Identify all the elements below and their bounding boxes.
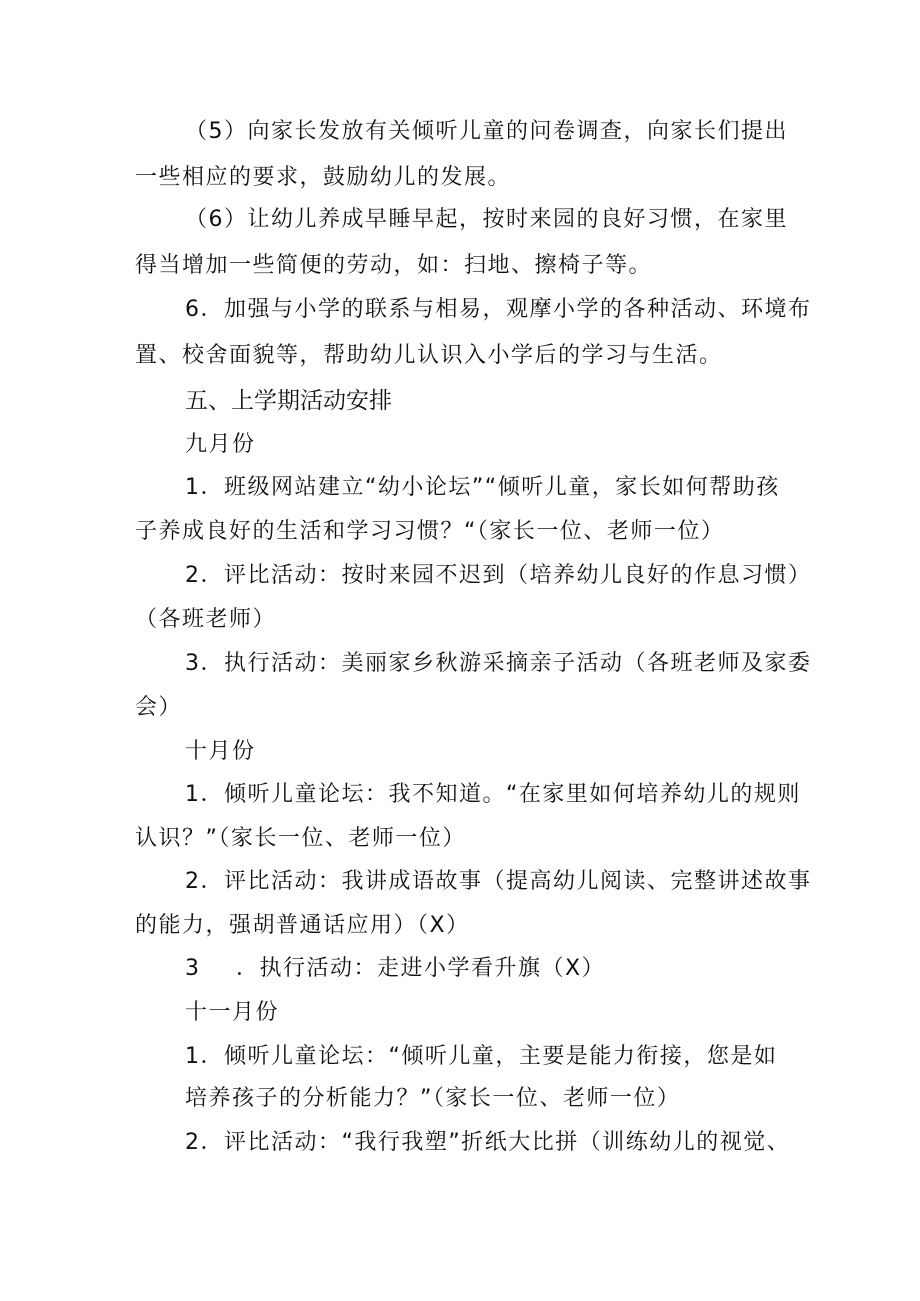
sep-item-1-line-2: 子养成良好的生活和学习习惯？“（家长一位、老师一位） xyxy=(135,519,725,544)
nov-item-2-line-1: 2．评比活动：“我行我塑”折纸大比拼（训练幼儿的视觉、 xyxy=(185,1130,791,1155)
section-heading: 五、上学期活动安排 xyxy=(185,388,392,414)
sep-item-1-line-1: 1．班级网站建立“幼小论坛”“倾听儿童，家长如何帮助孩 xyxy=(185,475,780,500)
paragraph-6-line-2: 得当增加一些简便的劳动，如：扫地、擦椅子等。 xyxy=(135,253,653,278)
oct-item-3-number: 3 xyxy=(185,956,201,981)
month-title-october: 十月份 xyxy=(185,739,256,764)
oct-item-2-line-2: 的能力，强胡普通话应用）（X） xyxy=(135,913,470,938)
oct-item-1-line-1: 1．倾听儿童论坛：我不知道。“在家里如何培养幼儿的规则 xyxy=(185,782,801,807)
paragraph-5-line-1: （5）向家长发放有关倾听儿童的问卷调查，向家长们提出 xyxy=(185,119,788,144)
oct-item-2-line-1: 2．评比活动：我讲成语故事（提高幼儿阅读、完整讲述故事 xyxy=(185,869,812,894)
nov-item-1-line-2: 培养孩子的分析能力？”（家长一位、老师一位） xyxy=(185,1086,681,1111)
sep-item-3-line-2: 会） xyxy=(135,695,183,720)
sep-item-2-line-1: 2．评比活动：按时来园不迟到（培养幼儿良好的作息习惯） xyxy=(185,563,812,588)
oct-item-3-text: ．执行活动：走进小学看升旗（X） xyxy=(236,956,606,981)
sep-item-2-line-2: （各班老师） xyxy=(135,607,277,632)
sep-item-3-line-1: 3．执行活动：美丽家乡秋游采摘亲子活动（各班老师及家委 xyxy=(185,651,812,676)
oct-item-1-line-2: 认识？”（家长一位、老师一位） xyxy=(135,826,466,851)
month-title-september: 九月份 xyxy=(185,432,256,457)
month-title-november: 十一月份 xyxy=(185,1000,280,1025)
section-6-line-2: 置、校舍面貌等，帮助幼儿认识入小学后的学习与生活。 xyxy=(135,343,723,368)
paragraph-6-line-1: （6）让幼儿养成早睡早起，按时来园的良好习惯，在家里 xyxy=(185,207,788,232)
paragraph-5-line-2: 一些相应的要求，鼓励幼儿的发展。 xyxy=(135,165,512,190)
section-6-line-1: 6．加强与小学的联系与相易，观摩小学的各种活动、环境布 xyxy=(185,297,812,322)
nov-item-1-line-1: 1．倾听儿童论坛：“倾听儿童，主要是能力衔接，您是如 xyxy=(185,1044,778,1069)
